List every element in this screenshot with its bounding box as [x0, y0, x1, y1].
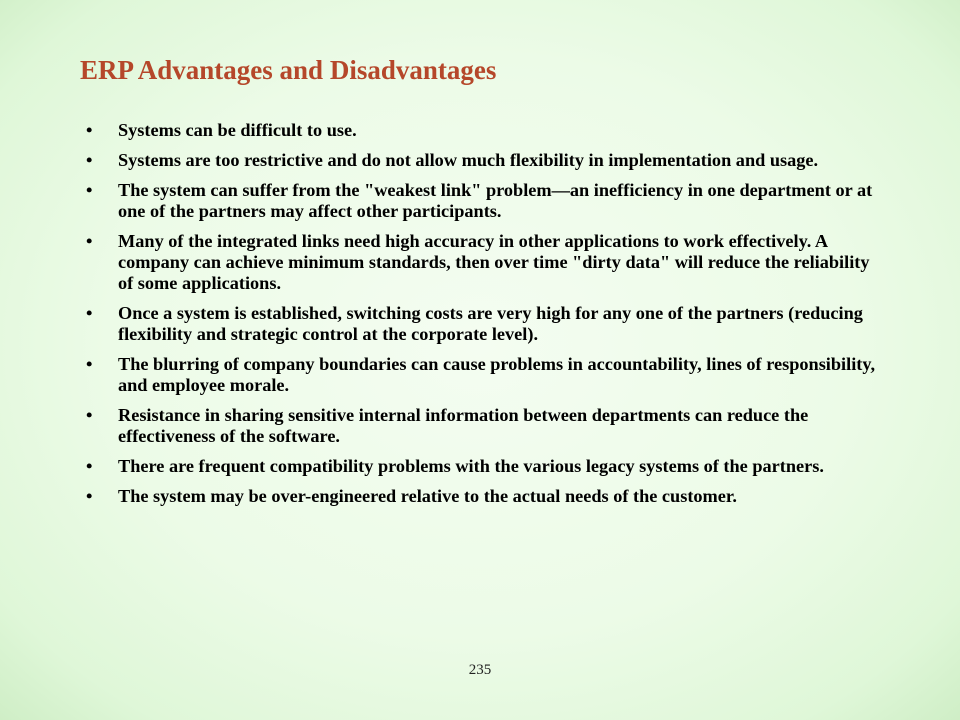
bullet-item	[80, 150, 880, 171]
bullet-item	[80, 456, 880, 477]
bullet-item	[80, 486, 880, 507]
bullet-marker: •	[86, 150, 93, 170]
bullet-list	[80, 120, 880, 516]
bullet-marker: •	[86, 180, 93, 200]
bullet-item	[80, 354, 880, 396]
bullet-marker: •	[86, 456, 93, 476]
bullet-text: Resistance in sharing sensitive internal information between departments can reduce the effectiveness of the software.	[118, 405, 809, 446]
bullet-text: The system may be over-engineered relative to the actual needs of the customer.	[118, 486, 737, 506]
bullet-text: The blurring of company boundaries can cause problems in accountability, lines of responsibility, and employee morale.	[118, 354, 876, 395]
bullet-item	[80, 180, 880, 222]
bullet-text: There are frequent compatibility problems with the various legacy systems of the partners.	[118, 456, 824, 476]
bullet-marker: •	[86, 120, 93, 140]
page-number: 235	[468, 662, 492, 678]
bullet-text: Many of the integrated links need high accuracy in other applications to work effectively. A company can achieve minimum standards, then over time "dirty data" will reduce the reliability of some applications.	[118, 231, 870, 293]
bullet-item	[80, 303, 880, 345]
bullet-marker: •	[86, 231, 93, 251]
bullet-item	[80, 405, 880, 447]
bullet-text: Systems are too restrictive and do not allow much flexibility in implementation and usage.	[118, 150, 819, 170]
bullet-marker: •	[86, 303, 93, 323]
bullet-text: Once a system is established, switching costs are very high for any one of the partners (reducing flexibility and strategic control at the corporate level).	[118, 303, 863, 344]
bullet-marker: •	[86, 486, 93, 506]
bullet-item	[80, 120, 880, 141]
bullet-marker: •	[86, 405, 93, 425]
bullet-text: Systems can be difficult to use.	[118, 120, 357, 140]
bullet-item	[80, 231, 880, 294]
bullet-text: The system can suffer from the "weakest link" problem—an inefficiency in one department or at one of the partners may affect other participants.	[118, 180, 873, 221]
bullet-marker: •	[86, 354, 93, 374]
slide-title: ERP Advantages and Disadvantages	[80, 55, 497, 85]
